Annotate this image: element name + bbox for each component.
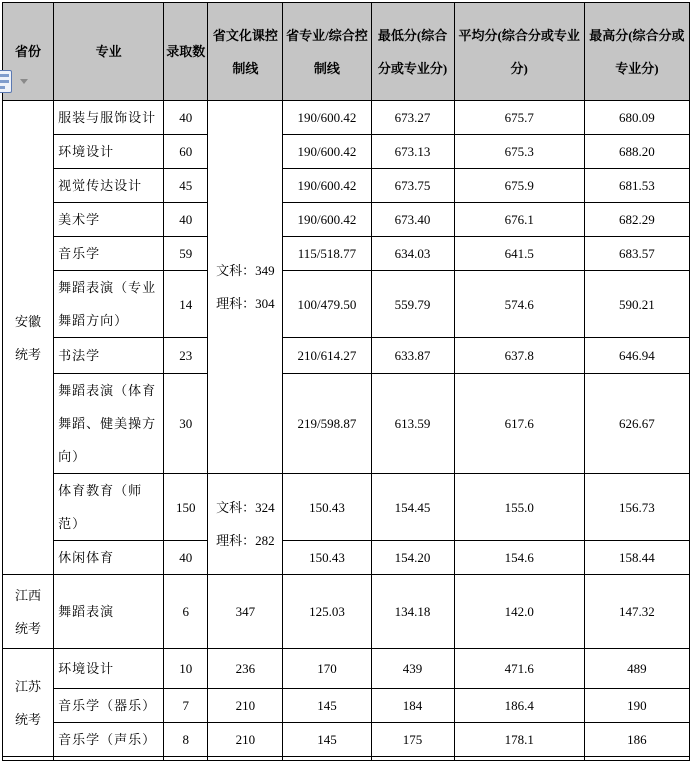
max-score-cell: 683.57 bbox=[584, 237, 689, 271]
major-cell: 音乐学（声乐） bbox=[54, 723, 164, 757]
avg-score-cell: 641.5 bbox=[454, 237, 584, 271]
table-row bbox=[3, 101, 690, 135]
max-score-cell: 688.20 bbox=[584, 135, 689, 169]
count-cell: 60 bbox=[164, 135, 208, 169]
major-cell: 美术学 bbox=[54, 203, 164, 237]
count-cell: 40 bbox=[164, 203, 208, 237]
avg-score-cell: 178.1 bbox=[454, 723, 584, 757]
major-cell: 环境设计 bbox=[54, 649, 164, 689]
avg-score-cell: 617.6 bbox=[454, 374, 584, 474]
min-score-cell: 559.79 bbox=[371, 271, 454, 338]
avg-score-cell: 142.0 bbox=[454, 575, 584, 649]
empty-cell bbox=[3, 757, 54, 761]
min-score-cell: 154.20 bbox=[371, 541, 454, 575]
province-cell-jiangxi bbox=[3, 575, 54, 649]
col-header-province: 省份 bbox=[3, 3, 54, 101]
province-line1: 安徽 bbox=[15, 313, 42, 329]
major-cell: 服装与服饰设计 bbox=[54, 101, 164, 135]
major-line-cell: 190/600.42 bbox=[283, 135, 371, 169]
col-header-max-score: 最高分(综合分或专业分) bbox=[584, 3, 689, 101]
major-cell: 舞蹈表演（专业舞蹈方向） bbox=[54, 271, 164, 338]
avg-score-cell: 154.6 bbox=[454, 541, 584, 575]
major-line-cell: 125.03 bbox=[283, 575, 371, 649]
major-line-cell: 210/614.27 bbox=[283, 338, 371, 374]
max-score-cell: 682.29 bbox=[584, 203, 689, 237]
table-row bbox=[3, 203, 690, 237]
province-cell-anhui bbox=[3, 101, 54, 575]
empty-cell bbox=[164, 757, 208, 761]
table-row bbox=[3, 541, 690, 575]
avg-score-cell: 675.3 bbox=[454, 135, 584, 169]
min-score-cell: 634.03 bbox=[371, 237, 454, 271]
major-cell: 体育教育（师范） bbox=[54, 474, 164, 541]
province-line1: 江苏 bbox=[15, 678, 42, 694]
min-score-cell: 633.87 bbox=[371, 338, 454, 374]
count-cell: 45 bbox=[164, 169, 208, 203]
max-score-cell: 147.32 bbox=[584, 575, 689, 649]
major-cell: 舞蹈表演（体育舞蹈、健美操方向） bbox=[54, 374, 164, 474]
major-line-cell: 170 bbox=[283, 649, 371, 689]
min-score-cell: 673.27 bbox=[371, 101, 454, 135]
table-row bbox=[3, 135, 690, 169]
table-row bbox=[3, 723, 690, 757]
count-cell: 7 bbox=[164, 689, 208, 723]
min-score-cell: 134.18 bbox=[371, 575, 454, 649]
culture-line-cell bbox=[208, 101, 283, 474]
min-score-cell: 184 bbox=[371, 689, 454, 723]
max-score-cell: 590.21 bbox=[584, 271, 689, 338]
major-line-cell: 190/600.42 bbox=[283, 169, 371, 203]
max-score-cell: 186 bbox=[584, 723, 689, 757]
major-line-cell: 190/600.42 bbox=[283, 101, 371, 135]
province-cell-jiangsu bbox=[3, 649, 54, 757]
count-cell: 8 bbox=[164, 723, 208, 757]
count-cell: 10 bbox=[164, 649, 208, 689]
max-score-cell: 158.44 bbox=[584, 541, 689, 575]
col-header-avg-score: 平均分(综合分或专业分) bbox=[454, 3, 584, 101]
max-score-cell: 646.94 bbox=[584, 338, 689, 374]
min-score-cell: 154.45 bbox=[371, 474, 454, 541]
chevron-down-icon bbox=[20, 79, 28, 84]
empty-cell bbox=[208, 757, 283, 761]
min-score-cell: 673.75 bbox=[371, 169, 454, 203]
col-header-count: 录取数 bbox=[164, 3, 208, 101]
table-row bbox=[3, 169, 690, 203]
count-cell: 40 bbox=[164, 101, 208, 135]
avg-score-cell: 471.6 bbox=[454, 649, 584, 689]
table-row bbox=[3, 374, 690, 474]
culture-science-line: 理科：282 bbox=[216, 533, 275, 548]
major-line-cell: 150.43 bbox=[283, 541, 371, 575]
table-row bbox=[3, 338, 690, 374]
admission-score-table bbox=[2, 2, 690, 761]
table-row bbox=[3, 237, 690, 271]
culture-line-cell: 210 bbox=[208, 689, 283, 723]
major-line-cell: 150.43 bbox=[283, 474, 371, 541]
empty-cell bbox=[454, 757, 584, 761]
max-score-cell: 626.67 bbox=[584, 374, 689, 474]
count-cell: 40 bbox=[164, 541, 208, 575]
count-cell: 14 bbox=[164, 271, 208, 338]
empty-cell bbox=[54, 757, 164, 761]
avg-score-cell: 676.1 bbox=[454, 203, 584, 237]
table-row bbox=[3, 689, 690, 723]
count-cell: 59 bbox=[164, 237, 208, 271]
min-score-cell: 673.13 bbox=[371, 135, 454, 169]
major-line-cell: 190/600.42 bbox=[283, 203, 371, 237]
count-cell: 150 bbox=[164, 474, 208, 541]
major-line-cell: 145 bbox=[283, 689, 371, 723]
empty-cell bbox=[283, 757, 371, 761]
empty-cell bbox=[371, 757, 454, 761]
major-cell: 书法学 bbox=[54, 338, 164, 374]
min-score-cell: 613.59 bbox=[371, 374, 454, 474]
max-score-cell: 681.53 bbox=[584, 169, 689, 203]
major-cell: 舞蹈表演 bbox=[54, 575, 164, 649]
major-cell: 音乐学（器乐） bbox=[54, 689, 164, 723]
province-line2: 统考 bbox=[15, 620, 42, 636]
avg-score-cell: 637.8 bbox=[454, 338, 584, 374]
table-row bbox=[3, 271, 690, 338]
col-header-major: 专业 bbox=[54, 3, 164, 101]
paste-options-button[interactable] bbox=[0, 68, 30, 94]
col-header-culture-line: 省文化课控制线 bbox=[208, 3, 283, 101]
empty-cell bbox=[584, 757, 689, 761]
table-row bbox=[3, 474, 690, 541]
count-cell: 30 bbox=[164, 374, 208, 474]
min-score-cell: 673.40 bbox=[371, 203, 454, 237]
province-line1: 江西 bbox=[15, 587, 42, 603]
avg-score-cell: 574.6 bbox=[454, 271, 584, 338]
paste-options-icon bbox=[0, 70, 12, 93]
major-cell: 环境设计 bbox=[54, 135, 164, 169]
culture-science-line: 理科：304 bbox=[216, 296, 275, 311]
culture-line-cell: 236 bbox=[208, 649, 283, 689]
major-cell: 视觉传达设计 bbox=[54, 169, 164, 203]
count-cell: 6 bbox=[164, 575, 208, 649]
avg-score-cell: 675.9 bbox=[454, 169, 584, 203]
major-line-cell: 145 bbox=[283, 723, 371, 757]
count-cell: 23 bbox=[164, 338, 208, 374]
avg-score-cell: 675.7 bbox=[454, 101, 584, 135]
province-line2: 统考 bbox=[15, 711, 42, 727]
max-score-cell: 680.09 bbox=[584, 101, 689, 135]
avg-score-cell: 186.4 bbox=[454, 689, 584, 723]
major-line-cell: 115/518.77 bbox=[283, 237, 371, 271]
culture-line-cell: 347 bbox=[208, 575, 283, 649]
culture-line-cell: 210 bbox=[208, 723, 283, 757]
major-line-cell: 100/479.50 bbox=[283, 271, 371, 338]
min-score-cell: 439 bbox=[371, 649, 454, 689]
header-row bbox=[3, 3, 690, 101]
max-score-cell: 156.73 bbox=[584, 474, 689, 541]
max-score-cell: 190 bbox=[584, 689, 689, 723]
major-line-cell: 219/598.87 bbox=[283, 374, 371, 474]
table-row bbox=[3, 649, 690, 689]
avg-score-cell: 155.0 bbox=[454, 474, 584, 541]
major-cell: 休闲体育 bbox=[54, 541, 164, 575]
culture-line-cell bbox=[208, 474, 283, 575]
col-header-min-score: 最低分(综合分或专业分) bbox=[371, 3, 454, 101]
table-row bbox=[3, 575, 690, 649]
culture-arts-line: 文科：349 bbox=[216, 263, 275, 278]
max-score-cell: 489 bbox=[584, 649, 689, 689]
major-cell: 音乐学 bbox=[54, 237, 164, 271]
min-score-cell: 175 bbox=[371, 723, 454, 757]
clipped-table-row bbox=[3, 757, 690, 761]
col-header-major-line: 省专业/综合控制线 bbox=[283, 3, 371, 101]
province-line2: 统考 bbox=[15, 346, 42, 362]
culture-arts-line: 文科：324 bbox=[216, 500, 275, 515]
